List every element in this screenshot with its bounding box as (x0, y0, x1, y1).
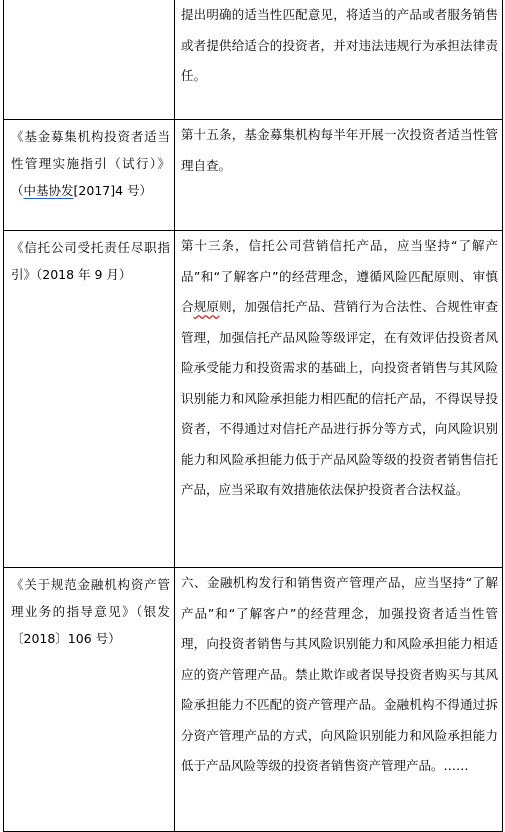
table-row (4, 231, 503, 568)
source-doc-number-link[interactable]: 中基协发 (23, 183, 74, 198)
source-cell (4, 231, 175, 568)
source-cell (4, 568, 175, 832)
table-row (4, 568, 503, 832)
source-doc-number: [2017]4 号） (73, 183, 153, 198)
content-text (181, 231, 498, 506)
regulation-table (3, 0, 503, 832)
content-part: 第十三条，信托公司营销信托产品，应当坚持“了解产品”和“了解客户”的经营理念，遵循风险匹配原则、审慎合 (181, 238, 498, 314)
content-cell (175, 0, 503, 120)
content-text: 第十五条，基金募集机构每半年开展一次投资者适当性管理自查。 (181, 127, 498, 173)
source-text: 《关于规范金融机构资产管理业务的指导意见》（银发〔2018〕106 号） (11, 577, 170, 646)
content-text: 提出明确的适当性匹配意见，将适当的产品或者服务销售或者提供给适合的投资者，并对违法违规行为承担法律责任。 (181, 7, 498, 83)
source-title: 《基金募集机构投资者适当性管理实施指引（试行）》（ (11, 129, 170, 198)
content-part: 则，加强信托产品、营销行为合法性、合规性审查管理，加强信托产品风险等级评定，在有效评估投资者风险承受能力和投资需求的基础上，向投资者销售与其风险识别能力和风险承担能力相匹配的信托产品，不得误导投资者，不得通过对信托产品进行拆分等方式，向风险识别能力和风险承担能力低于产品风险等级的投资者销售信托产品，应当采取有效措施依法保护投资者合法权益。 (181, 299, 498, 497)
content-cell (175, 231, 503, 568)
spellcheck-mark: 规原 (193, 299, 220, 314)
source-cell (4, 120, 175, 231)
content-text: 六、金融机构发行和销售资产管理产品，应当坚持“了解产品”和“了解客户”的经营理念，加强投资者适当性管理，向投资者销售与其风险识别能力和风险承担能力相适应的资产管理产品。禁止欺诈或者误导投资者购买与其风险承担能力不匹配的资产管理产品。金融机构不得通过拆分资产管理产品的方式，向风险识别能力和风险承担能力低于产品风险等级的投资者销售资产管理产品。…… (181, 575, 498, 773)
table-row (4, 0, 503, 120)
source-text: 《信托公司受托责任尽职指引》（2018 年 9 月） (11, 240, 170, 282)
table-row (4, 120, 503, 231)
content-cell (175, 120, 503, 231)
source-cell (4, 0, 175, 120)
source-text (11, 120, 170, 204)
content-cell (175, 568, 503, 832)
